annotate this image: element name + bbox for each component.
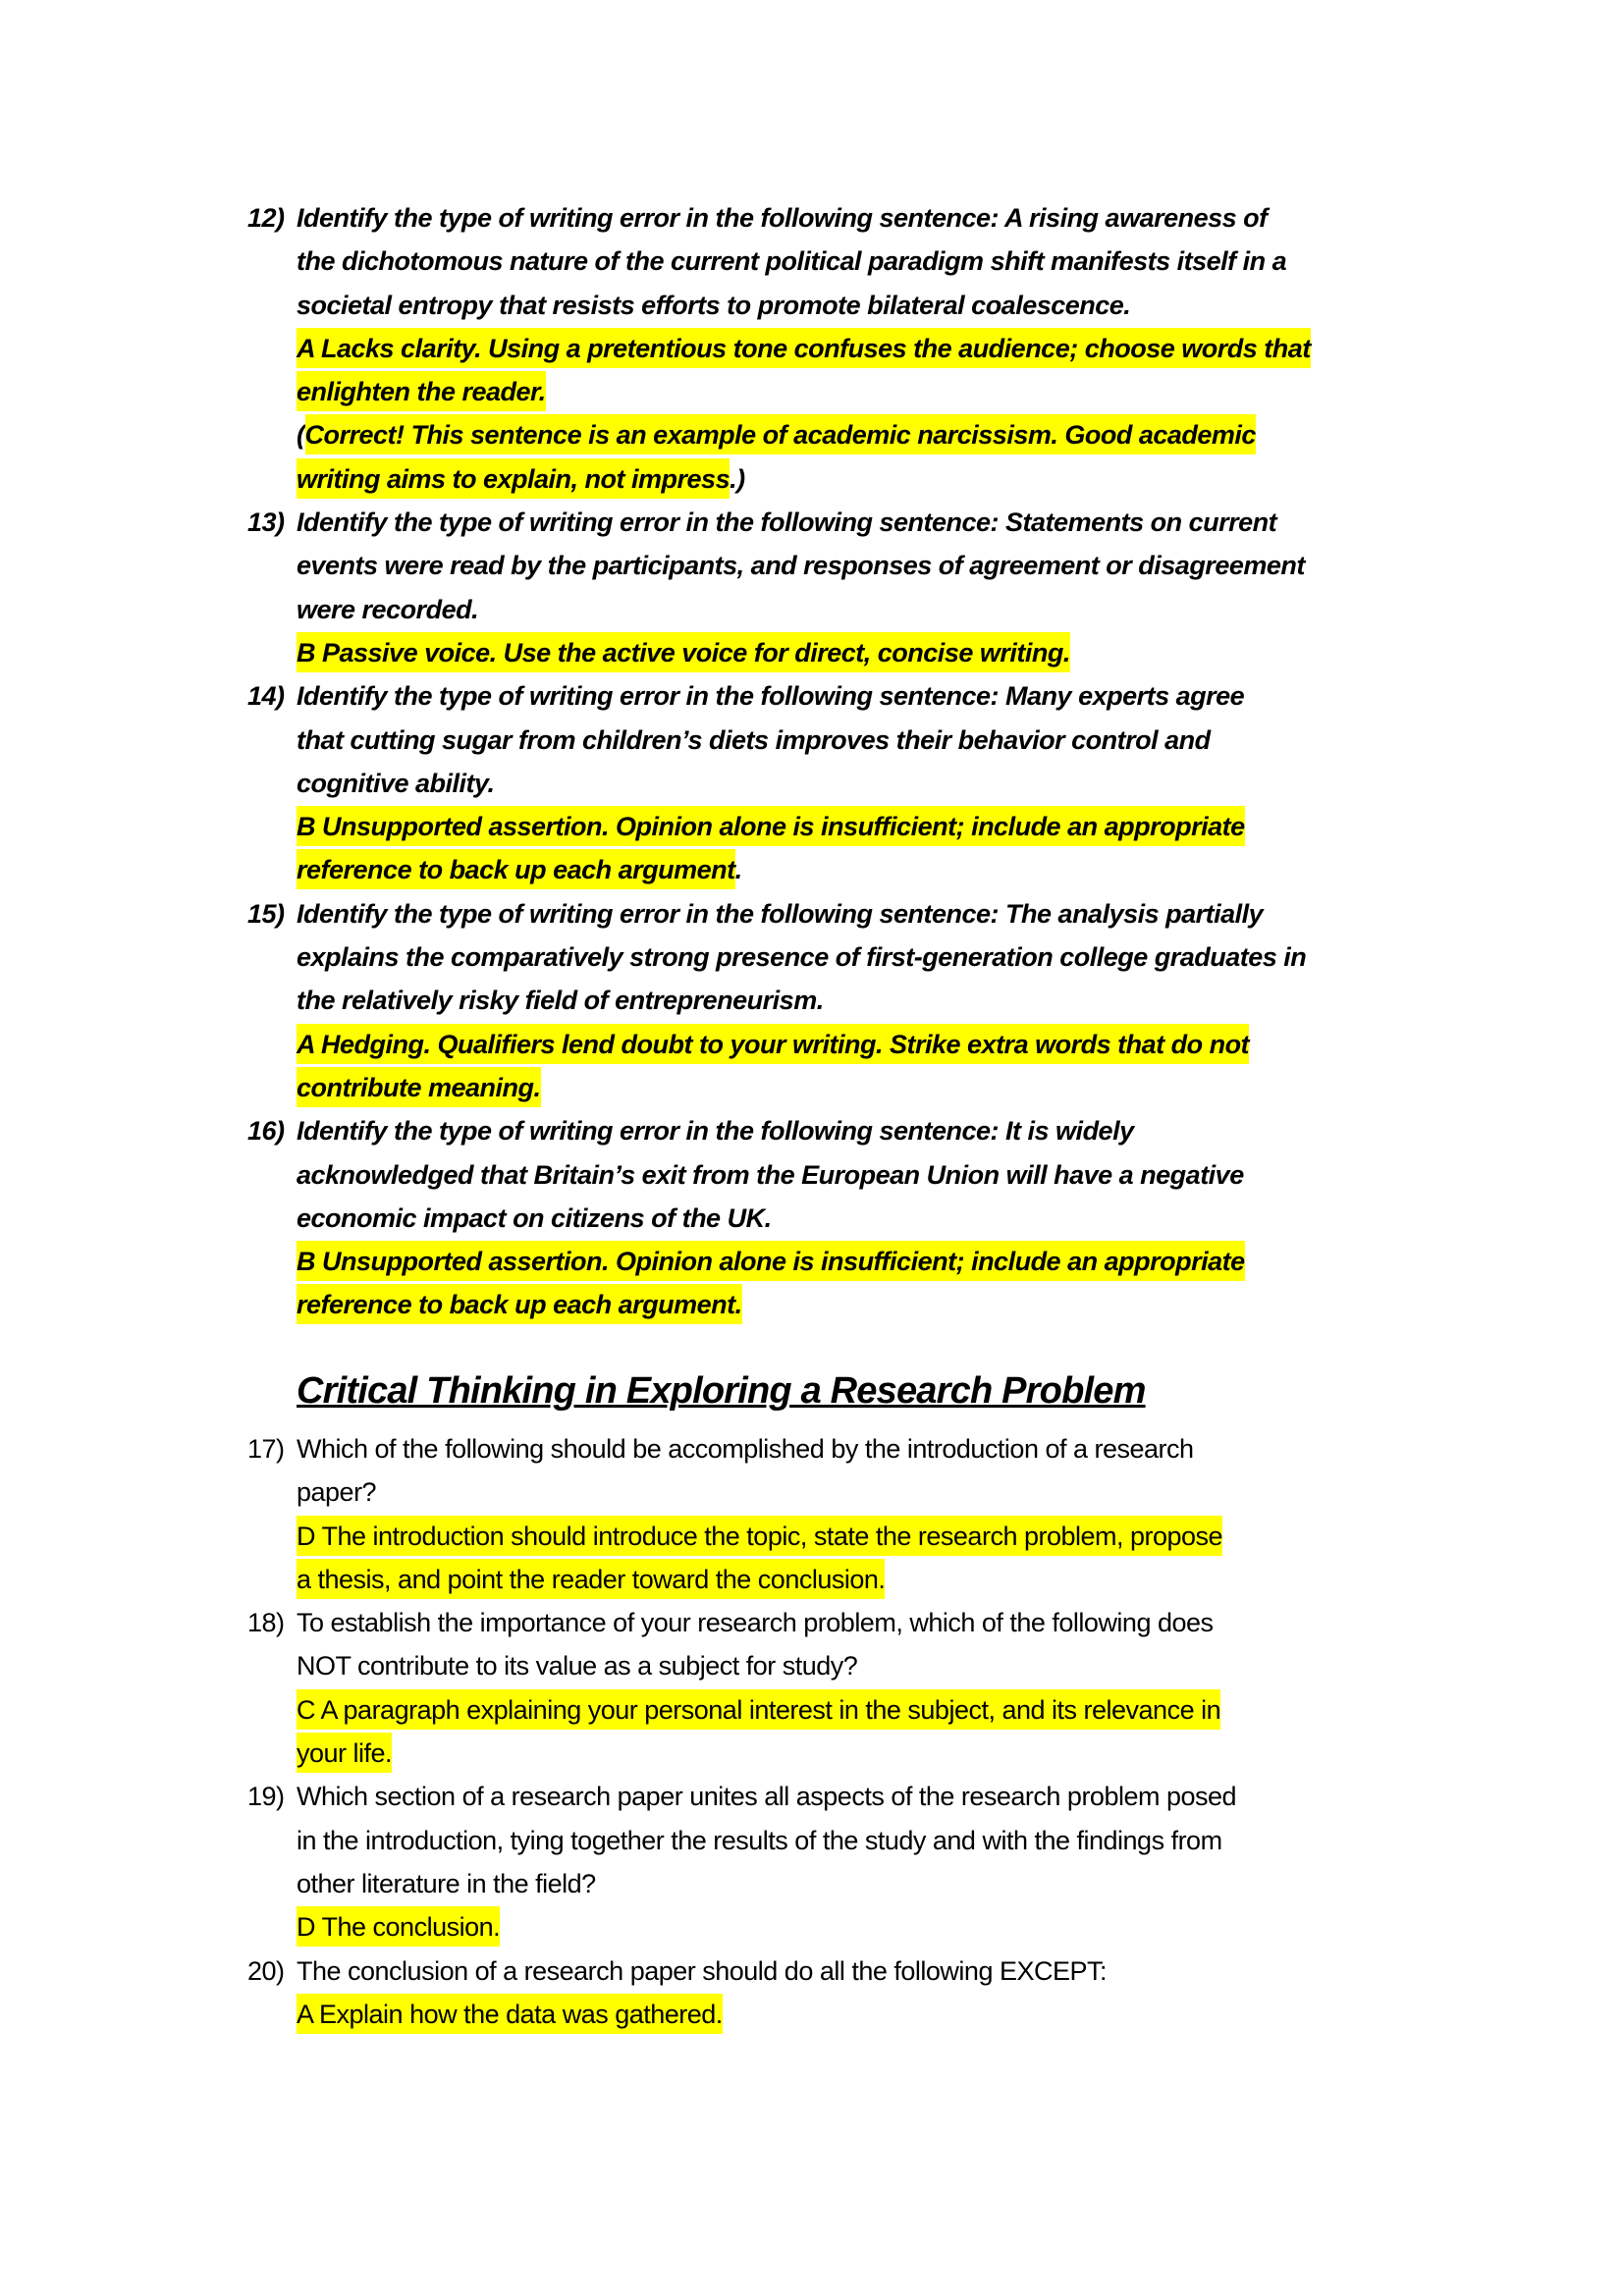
highlighted-answer: D The conclusion. (297, 1906, 500, 1947)
answer-line (297, 1558, 1524, 1601)
question-text-line: Which section of a research paper unites all aspects of the research problem posed (297, 1782, 1237, 1812)
highlighted-answer: B Unsupported assertion. Opinion alone is insufficient; include an appropriate (297, 1241, 1245, 1281)
question-text-line: Identify the type of writing error in the following sentence: A rising awareness of (297, 203, 1268, 233)
question-number: 19) (247, 1782, 285, 1812)
answer-line (297, 1023, 1524, 1066)
highlighted-answer: reference to back up each argument (297, 849, 735, 889)
section-heading: Critical Thinking in Exploring a Research Problem (297, 1370, 1146, 1412)
answer-line (297, 413, 1524, 456)
question-text-line: other literature in the field? (297, 1868, 596, 1898)
answer-line (297, 805, 1524, 848)
answer-line (297, 848, 1524, 891)
question-text-line: NOT contribute to its value as a subject for study? (297, 1651, 858, 1682)
answer-line (297, 1993, 1524, 2036)
highlighted-answer: A Explain how the data was gathered. (297, 1994, 723, 2034)
highlighted-answer: B Unsupported assertion. Opinion alone is insufficient; include an appropriate (297, 806, 1245, 846)
question-item (247, 501, 1524, 674)
question-item (247, 1601, 1524, 1775)
answer-line (297, 1283, 1524, 1326)
answer-punctuation: . (734, 855, 742, 885)
question-list-critical-thinking (247, 1427, 1524, 2036)
question-item (247, 1109, 1524, 1326)
question-text-line: societal entropy that resists efforts to promote bilateral coalescence. (297, 290, 1131, 320)
highlighted-answer: enlighten the reader. (297, 371, 546, 411)
question-item (247, 892, 1524, 1109)
highlighted-answer: A Lacks clarity. Using a pretentious tone confuses the audience; choose words that (297, 328, 1311, 368)
highlighted-answer: B Passive voice. Use the active voice for direct, concise writing. (297, 632, 1070, 672)
highlighted-answer: contribute meaning. (297, 1067, 541, 1107)
question-item (247, 1949, 1524, 2037)
question-text-line: explains the comparatively strong presence of first-generation college graduates in (297, 942, 1307, 973)
question-number: 12) (247, 203, 285, 233)
question-number: 17) (247, 1434, 285, 1464)
question-text-line: paper? (297, 1477, 377, 1508)
question-text-line: events were read by the participants, and responses of agreement or disagreement (297, 551, 1305, 581)
highlighted-answer: writing aims to explain, not impress (297, 458, 730, 499)
highlighted-answer: A Hedging. Qualifiers lend doubt to your writing. Strike extra words that do not (297, 1024, 1249, 1064)
question-text-line: The conclusion of a research paper should do all the following EXCEPT: (297, 1955, 1107, 1986)
answer-line (297, 1515, 1524, 1558)
highlighted-answer: a thesis, and point the reader toward the conclusion. (297, 1559, 885, 1599)
question-list-writing-errors (247, 196, 1524, 1327)
question-text-line: in the introduction, tying together the results of the study and with the findings from (297, 1825, 1222, 1855)
question-text-line: Which of the following should be accomplished by the introduction of a research (297, 1434, 1194, 1464)
question-item (247, 1427, 1524, 1601)
answer-line (297, 327, 1524, 370)
highlighted-answer: C A paragraph explaining your personal interest in the subject, and its relevance in (297, 1689, 1220, 1730)
question-number: 15) (247, 898, 285, 929)
question-text-line: economic impact on citizens of the UK. (297, 1202, 772, 1233)
question-text-line: acknowledged that Britain’s exit from the European Union will have a negative (297, 1159, 1244, 1190)
answer-line (297, 370, 1524, 413)
question-text-line: Identify the type of writing error in the following sentence: Many experts agree (297, 681, 1245, 712)
answer-line (297, 457, 1524, 501)
highlighted-answer: reference to back up each argument. (297, 1284, 742, 1324)
answer-line (297, 631, 1524, 674)
question-text-line: Identify the type of writing error in the following sentence: It is widely (297, 1116, 1134, 1147)
answer-punctuation: ( (297, 420, 305, 451)
question-text-line: the dichotomous nature of the current political paradigm shift manifests itself in a (297, 246, 1287, 277)
question-text-line: that cutting sugar from children’s diets improves their behavior control and (297, 724, 1211, 755)
question-item (247, 674, 1524, 891)
question-text-line: Identify the type of writing error in the following sentence: The analysis partially (297, 898, 1264, 929)
answer-line (297, 1688, 1524, 1732)
answer-line (297, 1066, 1524, 1109)
question-number: 16) (247, 1116, 285, 1147)
answer-line (297, 1240, 1524, 1283)
question-item (247, 1775, 1524, 1949)
question-number: 20) (247, 1955, 285, 1986)
answer-punctuation: .) (730, 463, 745, 494)
answer-line (297, 1732, 1524, 1775)
highlighted-answer: D The introduction should introduce the topic, state the research problem, propose (297, 1516, 1222, 1556)
question-text-line: cognitive ability. (297, 768, 495, 798)
question-text-line: Identify the type of writing error in the following sentence: Statements on current (297, 507, 1277, 538)
question-number: 13) (247, 507, 285, 538)
answer-line (297, 1905, 1524, 1949)
question-number: 18) (247, 1608, 285, 1638)
highlighted-answer: your life. (297, 1733, 392, 1773)
question-text-line: the relatively risky field of entrepreneurism. (297, 986, 824, 1016)
question-number: 14) (247, 681, 285, 712)
question-text-line: To establish the importance of your research problem, which of the following does (297, 1608, 1214, 1638)
question-text-line: were recorded. (297, 594, 479, 624)
highlighted-answer: Correct! This sentence is an example of academic narcissism. Good academic (305, 414, 1256, 454)
question-item (247, 196, 1524, 501)
